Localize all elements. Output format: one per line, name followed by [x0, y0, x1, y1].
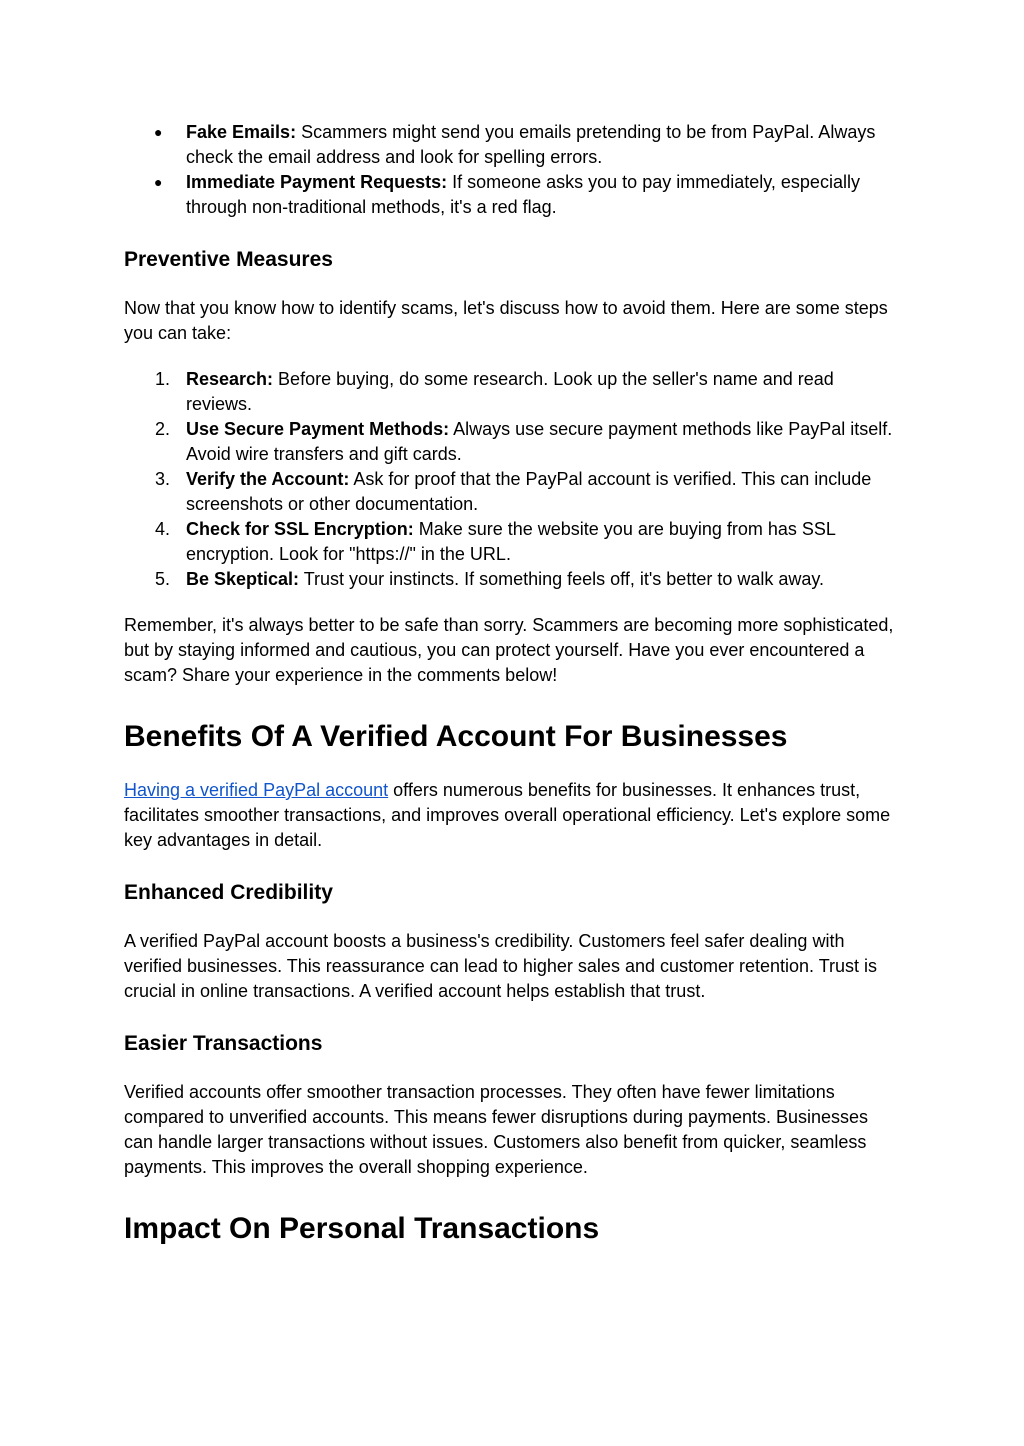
step-text: Always use secure payment methods like PayPal itself. Avoid wire transfers and gift cards.: [186, 419, 893, 464]
step-text: Make sure the website you are buying from has SSL encryption. Look for "https://" in the URL.: [186, 519, 836, 564]
document-page: [124, 120, 902, 1248]
step-label: Research:: [186, 369, 274, 389]
preventive-measures-heading: Preventive Measures: [124, 248, 333, 271]
step-text: Ask for proof that the PayPal account is verified. This can include screenshots or other documentation.: [186, 469, 872, 514]
step-label: Verify the Account:: [186, 469, 350, 489]
easier-transactions-heading: Easier Transactions: [124, 1032, 323, 1055]
list-item: [124, 367, 902, 417]
benefits-intro-text: offers numerous benefits for businesses. It enhances trust, facilitates smoother transactions, and improves overall operational efficiency. Let's explore some key advantages in detail.: [124, 780, 891, 850]
bullet-icon: ●: [154, 174, 163, 190]
list-item: [124, 517, 902, 567]
verified-account-link[interactable]: Having a verified PayPal account: [124, 780, 389, 800]
enhanced-credibility-heading: Enhanced Credibility: [124, 881, 333, 904]
benefits-intro: [124, 778, 902, 853]
bullet-label: Immediate Payment Requests:: [186, 172, 448, 192]
step-label: Use Secure Payment Methods:: [186, 419, 450, 439]
list-item: [124, 170, 902, 220]
list-item: [124, 417, 902, 467]
step-text: Trust your instincts. If something feels off, it's better to walk away.: [299, 569, 825, 589]
preventive-closing: Remember, it's always better to be safe than sorry. Scammers are becoming more sophisticated, but by staying informed and cautious, you can protect yourself. Have you ever encountered a scam? Share your experience in the comments below!: [124, 615, 894, 685]
step-number: 5.: [155, 569, 171, 589]
impact-heading: Impact On Personal Transactions: [124, 1212, 600, 1245]
bullet-label: Fake Emails:: [186, 122, 297, 142]
step-number: 2.: [155, 419, 171, 439]
step-number: 3.: [155, 469, 171, 489]
transactions-text: Verified accounts offer smoother transaction processes. They often have fewer limitations compared to unverified accounts. This means fewer disruptions during payments. Businesses can handle larger transactions without issues. Customers also benefit from quicker, seamless payments. This improves the overall shopping experience.: [124, 1082, 869, 1177]
list-item: [124, 120, 902, 170]
scam-signs-list: [124, 120, 902, 220]
benefits-heading: Benefits Of A Verified Account For Businesses: [124, 720, 788, 753]
credibility-text: A verified PayPal account boosts a business's credibility. Customers feel safer dealing with verified businesses. This reassurance can lead to higher sales and customer retention. Trust is crucial in online transactions. A verified account helps establish that trust.: [124, 931, 878, 1001]
bullet-icon: ●: [154, 124, 163, 140]
step-label: Be Skeptical:: [186, 569, 300, 589]
step-label: Check for SSL Encryption:: [186, 519, 414, 539]
preventive-steps-list: [124, 367, 902, 592]
bullet-text: If someone asks you to pay immediately, especially through non-traditional methods, it's a red flag.: [186, 172, 860, 217]
step-number: 1.: [155, 369, 171, 389]
list-item: [124, 567, 902, 592]
step-number: 4.: [155, 519, 171, 539]
preventive-intro: Now that you know how to identify scams, let's discuss how to avoid them. Here are some steps you can take:: [124, 298, 888, 343]
list-item: [124, 467, 902, 517]
step-text: Before buying, do some research. Look up the seller's name and read reviews.: [186, 369, 834, 414]
bullet-text: Scammers might send you emails pretending to be from PayPal. Always check the email address and look for spelling errors.: [186, 122, 876, 167]
